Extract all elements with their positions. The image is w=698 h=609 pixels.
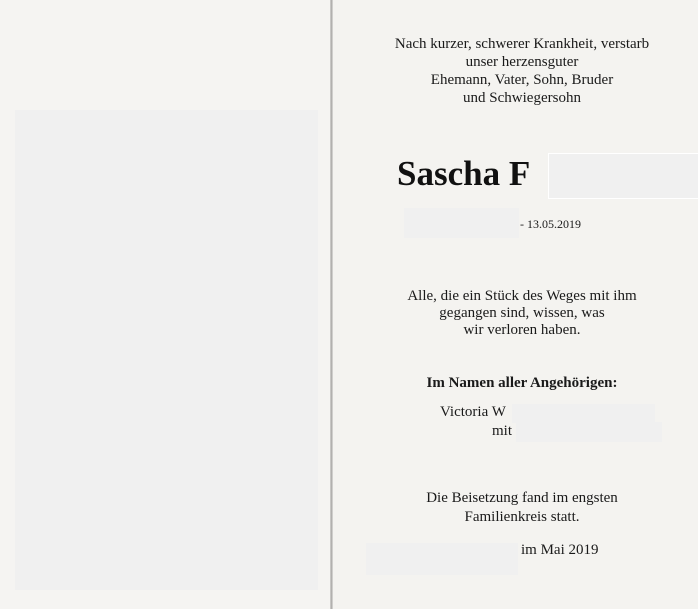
intro-line: unser herzensguter (465, 54, 579, 70)
redacted-birth-date (404, 208, 519, 238)
quote-line: Alle, die ein Stück des Weges mit ihm (407, 288, 637, 304)
redacted-place (366, 543, 518, 575)
show-through-text (40, 35, 280, 52)
redacted-family-names (516, 422, 662, 442)
family-member: Victoria W (440, 404, 506, 420)
burial-date: im Mai 2019 (521, 542, 599, 558)
death-date: - 13.05.2019 (520, 217, 581, 231)
intro-line: Nach kurzer, schwerer Krankheit, verstarb (394, 36, 650, 52)
quote-line: gegangen sind, wissen, was (439, 305, 605, 321)
family-heading: Im Namen aller Angehörigen: (426, 375, 618, 391)
burial-line: Familienkreis statt. (464, 509, 580, 525)
family-member: mit (492, 423, 513, 439)
redacted-surname (548, 153, 698, 199)
intro-line: und Schwiegersohn (463, 90, 581, 106)
quote-line: wir verloren haben. (463, 322, 581, 338)
burial-line: Die Beisetzung fand im engsten (426, 490, 618, 506)
left-page (0, 0, 331, 609)
deceased-name: Sascha F (397, 154, 531, 193)
intro-line: Ehemann, Vater, Sohn, Bruder (430, 72, 614, 88)
redacted-family-name (512, 404, 655, 423)
redacted-area (15, 110, 318, 590)
